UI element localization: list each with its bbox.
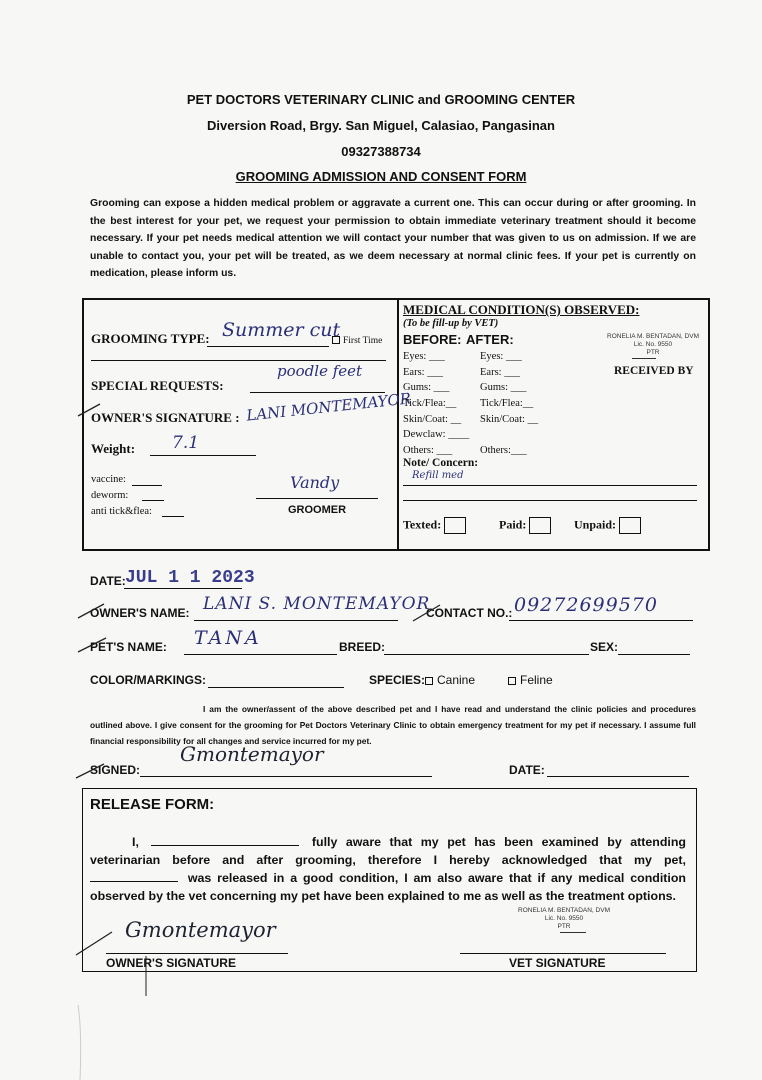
weight-label: Weight: <box>91 441 136 456</box>
medical-title: MEDICAL CONDITION(S) OBSERVED: <box>403 302 640 317</box>
consent-date-label: DATE: <box>509 763 545 777</box>
sex-label: SEX: <box>590 640 619 654</box>
contact-value[interactable]: 09272699570 <box>514 594 658 616</box>
date-label: DATE: <box>90 574 126 588</box>
clinic-phone: 09327388734 <box>341 144 421 159</box>
before-item: Eyes: ___ <box>403 351 445 362</box>
check-mark <box>76 932 112 955</box>
grooming-type-label: GROOMING TYPE: <box>91 331 210 346</box>
release-text-2: was released in a good condition, I am also aware that if any medical condition observed by the vet concerning my pet have been explained to me as well as the treatment options. <box>90 871 686 903</box>
check-mark <box>78 604 104 618</box>
release-owner-signature[interactable]: Gmontemayor <box>125 918 276 942</box>
pet-name-value[interactable]: TANA <box>194 627 262 649</box>
clinic-address: Diversion Road, Brgy. San Miguel, Calasiao, Pangasinan <box>207 118 555 133</box>
after-item: Skin/Coat: __ <box>480 413 539 425</box>
owner-name-value[interactable]: LANI S. MONTEMAYOR <box>203 594 431 614</box>
before-item: Tick/Flea:__ <box>403 398 457 410</box>
stamp-ptr: PTR <box>646 349 660 356</box>
owner-signature-value[interactable]: LANI MONTEMAYOR <box>245 389 412 425</box>
after-item: Tick/Flea:__ <box>480 398 534 410</box>
owner-signature-label: OWNER'S SIGNATURE : <box>91 410 240 425</box>
consent-paragraph: I am the owner/assent of the above described pet and I have read and understand the clinic policies and procedures outlined above. I give consent for the grooming for Pet Doctors Veterinary Clinic to obtain emergency treatment for my pet if necessary. I assume full financial responsibility for all changes and service incurred for my pet. <box>90 704 696 746</box>
stamp-name: RONELIA M. BENTADAN, DVM <box>607 333 699 340</box>
color-markings-label: COLOR/MARKINGS: <box>90 673 206 687</box>
vet-signature-label: VET SIGNATURE <box>509 956 606 970</box>
unpaid-label: Unpaid: <box>574 517 617 532</box>
received-by-label: RECEIVED BY <box>614 365 694 377</box>
form-title: GROOMING ADMISSION AND CONSENT FORM <box>235 169 527 184</box>
weight-value[interactable]: 7.1 <box>172 433 200 453</box>
before-item: Ears: ___ <box>403 366 443 378</box>
release-title: RELEASE FORM: <box>90 796 215 813</box>
before-label: BEFORE: <box>403 332 462 347</box>
release-stamp-ptr: PTR <box>557 923 571 930</box>
check-mark <box>78 638 106 652</box>
note-concern-value[interactable]: Refill med <box>412 470 464 481</box>
texted-label: Texted: <box>403 517 442 532</box>
deworm-label: deworm: <box>91 490 129 501</box>
pet-name-label: PET'S NAME: <box>90 640 167 654</box>
groomer-signature[interactable]: Vandy <box>290 473 340 492</box>
grooming-type-value[interactable]: Summer cut <box>222 319 341 341</box>
release-stamp-name: RONELIA M. BENTADAN, DVM <box>518 907 610 914</box>
after-item: Eyes: ___ <box>480 351 522 362</box>
release-i-label: I, <box>132 835 139 849</box>
release-text-1: fully aware that my pet has been examined by attending veterinarian before and after grooming, therefore I hereby acknowledged that my pet, <box>90 835 686 867</box>
before-item: Others: ___ <box>403 445 453 457</box>
species-label: SPECIES: <box>369 673 426 687</box>
before-item: Dewclaw: ____ <box>403 429 470 441</box>
check-mark <box>413 605 440 621</box>
special-requests-label: SPECIAL REQUESTS: <box>91 378 224 393</box>
stamp-license: Lic. No. 9550 <box>633 341 673 348</box>
after-item: Others:___ <box>480 445 527 457</box>
anti-tick-label: anti tick&flea: <box>91 506 152 517</box>
note-concern-label: Note/ Concern: <box>403 457 479 469</box>
before-item: Gums: ___ <box>403 382 450 394</box>
clinic-name: PET DOCTORS VETERINARY CLINIC and GROOMING CENTER <box>186 92 576 107</box>
groomer-label: GROOMER <box>287 504 347 516</box>
first-time-label: First Time <box>343 336 383 346</box>
vaccine-label: vaccine: <box>91 474 126 485</box>
date-stamp-value[interactable]: JUL 1 1 2023 <box>125 568 255 588</box>
owner-name-label: OWNER'S NAME: <box>90 606 190 620</box>
paid-label: Paid: <box>499 517 527 532</box>
before-item: Skin/Coat: __ <box>403 413 462 425</box>
canine-label: Canine <box>437 673 476 687</box>
release-owner-signature-label: OWNER'S SIGNATURE <box>106 956 236 970</box>
signed-label: SIGNED: <box>90 763 141 777</box>
after-item: Gums: ___ <box>480 382 527 394</box>
check-mark <box>78 404 100 416</box>
page-edge-line <box>78 1005 81 1080</box>
breed-label: BREED: <box>339 640 386 654</box>
medical-subtitle: (To be fill-up by VET) <box>403 318 499 329</box>
feline-label: Feline <box>520 673 553 687</box>
check-mark <box>76 764 104 778</box>
after-label: AFTER: <box>466 332 514 347</box>
intro-paragraph: Grooming can expose a hidden medical problem or aggravate a current one. This can occur during or after grooming. In the best interest for your pet, we request your permission to obtain immediate veterinary treatment should it become necessary. If your pet needs medical attention we will contact your number that was given to us on admission. If we are unable to contact you, your pet will be treated, as we deem necessary at normal clinic fees. If your pet is currently on medication, please inform us. <box>90 198 696 280</box>
contact-label: CONTACT NO.: <box>426 606 513 620</box>
signed-signature[interactable]: Gmontemayor <box>180 742 324 766</box>
release-stamp-license: Lic. No. 9550 <box>544 915 584 922</box>
special-requests-value[interactable]: poodle feet <box>277 362 363 380</box>
after-item: Ears: ___ <box>480 366 520 378</box>
